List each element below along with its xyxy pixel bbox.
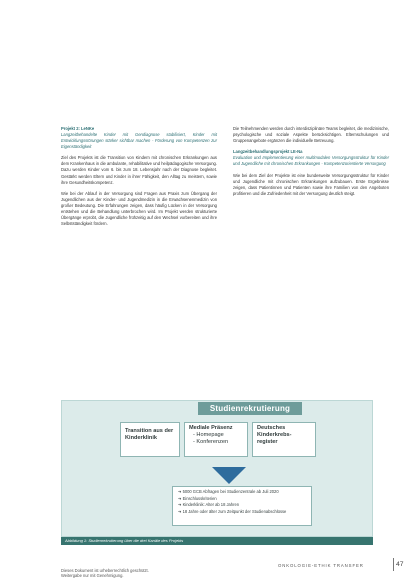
journal-name: ONKOLOGIE-ETHIK TRANSFER: [278, 563, 364, 568]
left-text-column: [61, 126, 217, 232]
download-note-line: Weitergabe nur mit Genehmigung.: [61, 573, 124, 579]
page-number: 47: [396, 561, 404, 568]
media-box-title: Mediale Präsenz: [189, 425, 233, 431]
body-paragraph: Wie bei der Ablauf in der Versorgung sind Fragen aus Praxis zum Übergang der Jugendlichen aus der Kinder- und Jugendmedizin in die Erwachsenenmedizin von großer Bedeutung. Die Erfahrungen zeigen, dass häufig Lücken in der Versorgung entstehen und die Behandlung unterbrochen wird. Im Projekt werden strukturierte Übergänge erprobt, die Jugendliche frühzeitig auf den Wechsel vorbereiten und ihre Selbstständigkeit fördern.: [61, 190, 217, 227]
section-heading: Langzeitbehandlungsprojekt LE-Na: [233, 149, 303, 155]
recruitment-list: [172, 486, 312, 526]
registry-box: Deutsches Kinderkrebs-register: [252, 422, 316, 457]
transition-box: Transition aus der Kinderklinik: [120, 422, 180, 457]
list-item: ➔ Einschlusskriterien: [178, 495, 217, 501]
right-text-column: [233, 126, 389, 202]
list-item: ➔ 18 Jahre oder älter zum Zeitpunkt der Studienabschlüsse: [178, 509, 287, 515]
figure-caption: Abbildung 1: Studienrekrutierung über die drei Kanäle des Projekts: [61, 537, 373, 545]
list-item: ➔ 5000 GCB Abfragen bei Studienzentrale ab Juli 2020: [178, 489, 279, 494]
recruitment-figure: [61, 400, 373, 537]
media-box-item: - Homepage: [193, 432, 224, 438]
body-paragraph: Wie bei dem Ziel der Projekte ist eine bundesweite Versorgungsstruktur für Kinder und Jugendliche mit chronischen Erkrankungen aufzubauen. Erste Ergebnisse zeigen, dass Patientinnen und Patienten sowie ihre Familien von den Angeboten profitieren und die Zufriedenheit mit der Versorgung deutlich steigt.: [233, 172, 389, 196]
section-lead: Langzeitbehandelte Kinder mit Gendiagnose stabilisiert, Kinder mit Entwicklungsstörungen stärker sichtbar machen - Förderung von Kompetenzen zur Eigenständigkeit: [61, 132, 217, 150]
download-note-line: Dieses Dokument ist urheberrechtlich geschützt.: [61, 568, 149, 573]
list-item: ➔ Kinderklinik: Alter ab 18 Jahren: [178, 502, 240, 508]
footer-divider: [393, 558, 394, 571]
figure-title: Studienrekrutierung: [198, 402, 302, 415]
section-heading: Projekt 2: LeNKe: [61, 126, 95, 131]
body-paragraph: Die Teilnehmenden werden durch interdisziplinäre Teams begleitet, die medizinische, psychologische und soziale Aspekte berücksichtigen. Elternschulungen und Gruppenangebote ergänzen die individuelle Betreuung.: [233, 126, 389, 144]
media-box-item: - Konferenzen: [193, 439, 229, 445]
section-lead: Evaluation und Implementierung einer multimodalen Versorgungsstruktur für Kinder und Jugendliche mit chronischen Erkrankungen - Kompetenzorientierte Versorgung: [233, 155, 389, 167]
down-arrow-icon: [212, 467, 246, 484]
media-box: [184, 422, 248, 457]
body-paragraph: Ziel des Projekts ist die Transition von Kindern mit chronischen Erkrankungen aus dem Krankenhaus in die ambulante, rehabilitative und heilpädagogische Versorgung. Dazu werden Kinder vom 6. bis zum 18. Lebensjahr nach der Diagnose begleitet. Gestärkt werden Eltern und Kinder in ihrer Fähigkeit, den Alltag zu meistern, sowie ihre Gesundheitskompetenz.: [61, 155, 217, 185]
download-note: [61, 568, 149, 578]
